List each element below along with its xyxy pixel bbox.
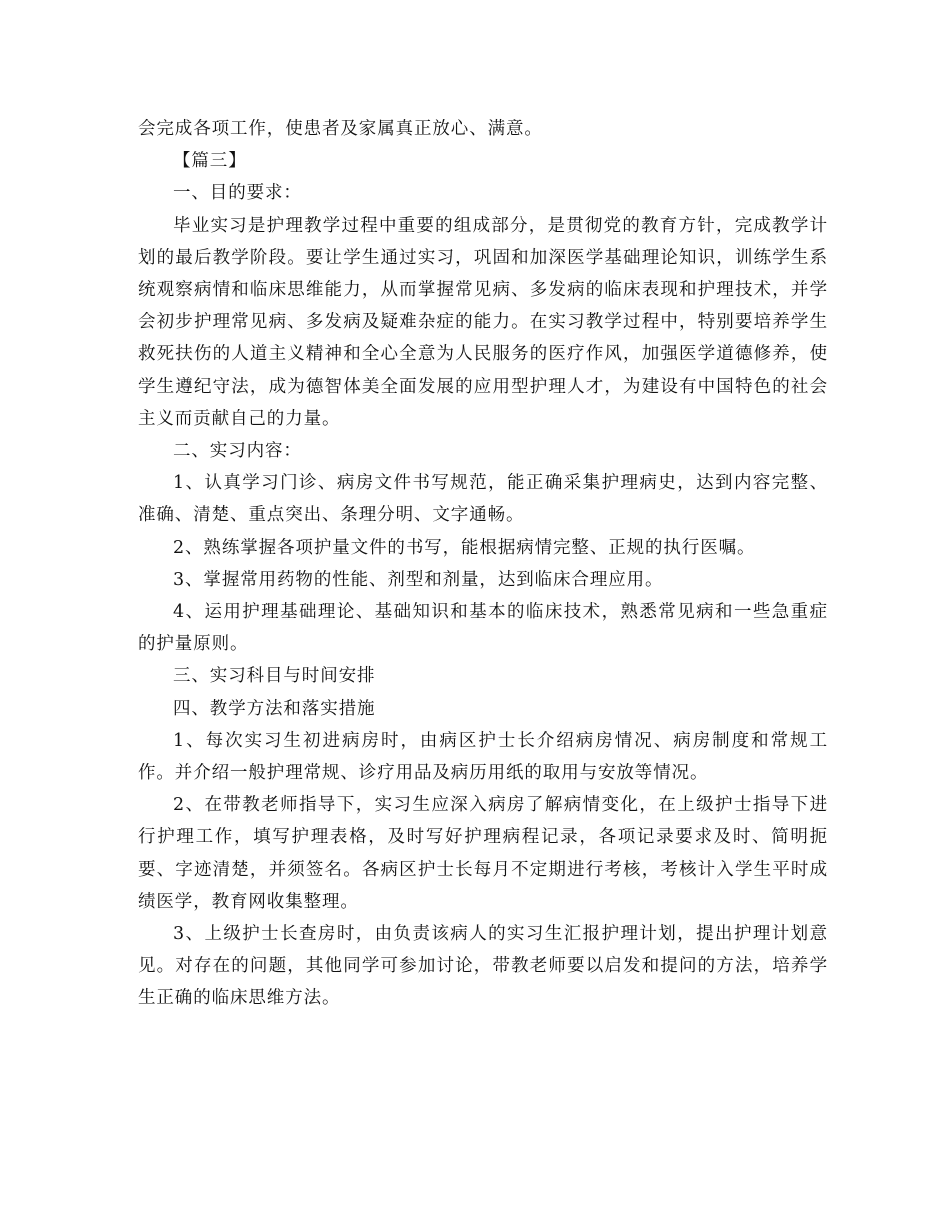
list-item-method-3: 3、上级护士长查房时，由负责该病人的实习生汇报护理计划，提出护理计划意见。对存在的问题，其他同学可参加讨论，带教老师要以启发和提问的方法，培养学生正确的临床思维方法。: [138, 924, 828, 1009]
heading-objectives: 一、目的要求：: [173, 183, 302, 204]
section-heading-part-three: 【篇三】: [173, 151, 247, 172]
list-item-method-2: 2、在带教老师指导下，实习生应深入病房了解病情变化，在上级护士指导下进行护理工作，填写护理表格，及时写好护理病程记录，各项记录要求及时、简明扼要、字迹清楚，并须签名。各病区护士长每月不定期进行考核，考核计入学生平时成绩医学，教育网收集整理。: [138, 795, 828, 912]
heading-teaching-methods: 四、教学方法和落实措施: [173, 698, 376, 719]
list-item-content-2: 2、熟练掌握各项护量文件的书写，能根据病情完整、正规的执行医嘱。: [173, 537, 756, 558]
document-body: [138, 113, 828, 1015]
paragraph-objectives: 毕业实习是护理教学过程中重要的组成部分，是贯彻党的教育方针，完成教学计划的最后教学阶段。要让学生通过实习，巩固和加深医学基础理论知识，训练学生系统观察病情和临床思维能力，从而掌握常见病、多发病的临床表现和护理技术，并学会初步护理常见病、多发病及疑难杂症的能力。在实习教学过程中，特别要培养学生救死扶伤的人道主义精神和全心全意为人民服务的医疗作风，加强医学道德修养，使学生遵纪守法，成为德智体美全面发展的应用型护理人才，为建设有中国特色的社会主义而贡献自己的力量。: [138, 215, 828, 429]
list-item-method-1: 1、每次实习生初进病房时，由病区护士长介绍病房情况、病房制度和常规工作。并介绍一般护理常规、诊疗用品及病历用纸的取用与安放等情况。: [138, 730, 828, 784]
heading-schedule: 三、实习科目与时间安排: [173, 666, 376, 687]
list-item-content-3: 3、掌握常用药物的性能、剂型和剂量，达到临床合理应用。: [173, 569, 664, 590]
list-item-content-4: 4、运用护理基础理论、基础知识和基本的临床技术，熟悉常见病和一些急重症的护量原则。: [138, 602, 828, 655]
heading-internship-content: 二、实习内容：: [173, 441, 302, 462]
paragraph-continuation: 会完成各项工作，使患者及家属真正放心、满意。: [138, 119, 543, 139]
list-item-content-1: 1、认真学习门诊、病房文件书写规范，能正确采集护理病史，达到内容完整、准确、清楚、重点突出、条理分明、文字通畅。: [138, 473, 828, 526]
